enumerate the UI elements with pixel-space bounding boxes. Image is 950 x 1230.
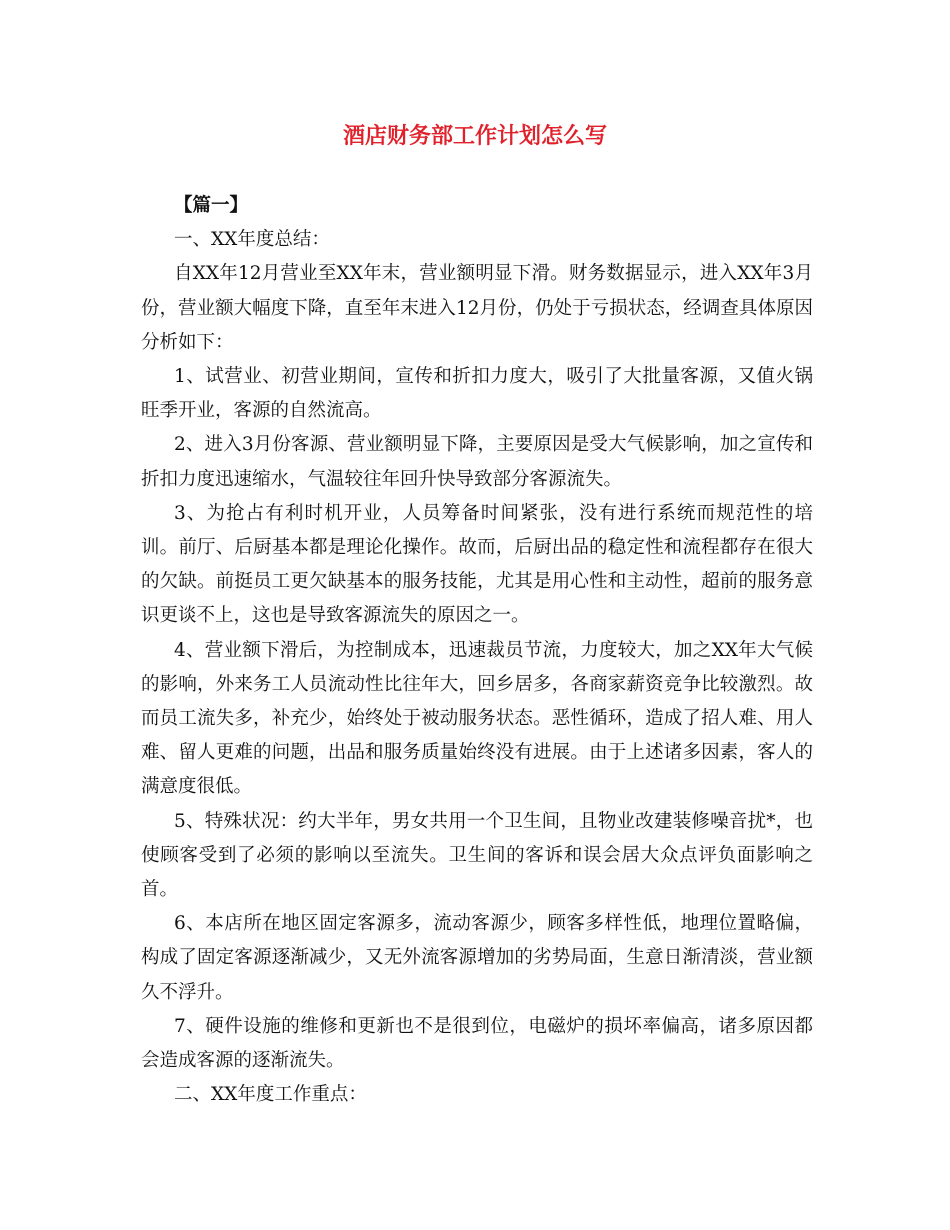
paragraph: 7、硬件设施的维修和更新也不是很到位，电磁炉的损坏率偏高，诸多原因都会造成客源的逐渐流失。 — [141, 1015, 813, 1072]
document-title: 酒店财务部工作计划怎么写 — [342, 123, 607, 149]
section-heading: 一、XX年度总结： — [174, 229, 330, 251]
section-heading: 二、XX年度工作重点： — [174, 1084, 367, 1106]
section-tag: 【篇一】 — [174, 195, 249, 216]
document-body — [141, 189, 813, 1112]
paragraph: 6、本店所在地区固定客源多，流动客源少，顾客多样性低，地理位置略偏，构成了固定客源逐渐减少，又无外流客源增加的劣势局面，生意日渐清淡，营业额久不浮升。 — [141, 913, 813, 1003]
paragraph: 3、为抢占有利时机开业，人员筹备时间紧张，没有进行系统而规范性的培训。前厅、后厨基本都是理论化操作。故而，后厨出品的稳定性和流程都存在很大的欠缺。前挺员工更欠缺基本的服务技能，尤其是用心性和主动性，超前的服务意识更谈不上，这也是导致客源流失的原因之一。 — [141, 502, 813, 627]
paragraph: 2、进入3月份客源、营业额明显下降，主要原因是受大气候影响，加之宣传和折扣力度迅速缩水，气温较往年回升快导致部分客源流失。 — [141, 434, 813, 490]
paragraph: 1、试营业、初营业期间，宣传和折扣力度大，吸引了大批量客源，又值火锅旺季开业，客源的自然流高。 — [141, 366, 813, 422]
paragraph: 自XX年12月营业至XX年末，营业额明显下滑。财务数据显示，进入XX年3月份，营业额大幅度下降，直至年末进入12月份，仍处于亏损状态，经调查具体原因分析如下： — [141, 263, 813, 353]
paragraph: 4、营业额下滑后，为控制成本，迅速裁员节流，力度较大，加之XX年大气候的影响，外来务工人员流动性比往年大，回乡居多，各商家薪资竞争比较激烈。故而员工流失多，补充少，始终处于被动服务状态。恶性循环，造成了招人难、用人难、留人更难的问题，出品和服务质量始终没有进展。由于上述诸多因素，客人的满意度很低。 — [141, 639, 813, 798]
paragraph: 5、特殊状况：约大半年，男女共用一个卫生间，且物业改建装修噪音扰*，也使顾客受到了必须的影响以至流失。卫生间的客诉和误会居大众点评负面影响之首。 — [141, 810, 813, 901]
